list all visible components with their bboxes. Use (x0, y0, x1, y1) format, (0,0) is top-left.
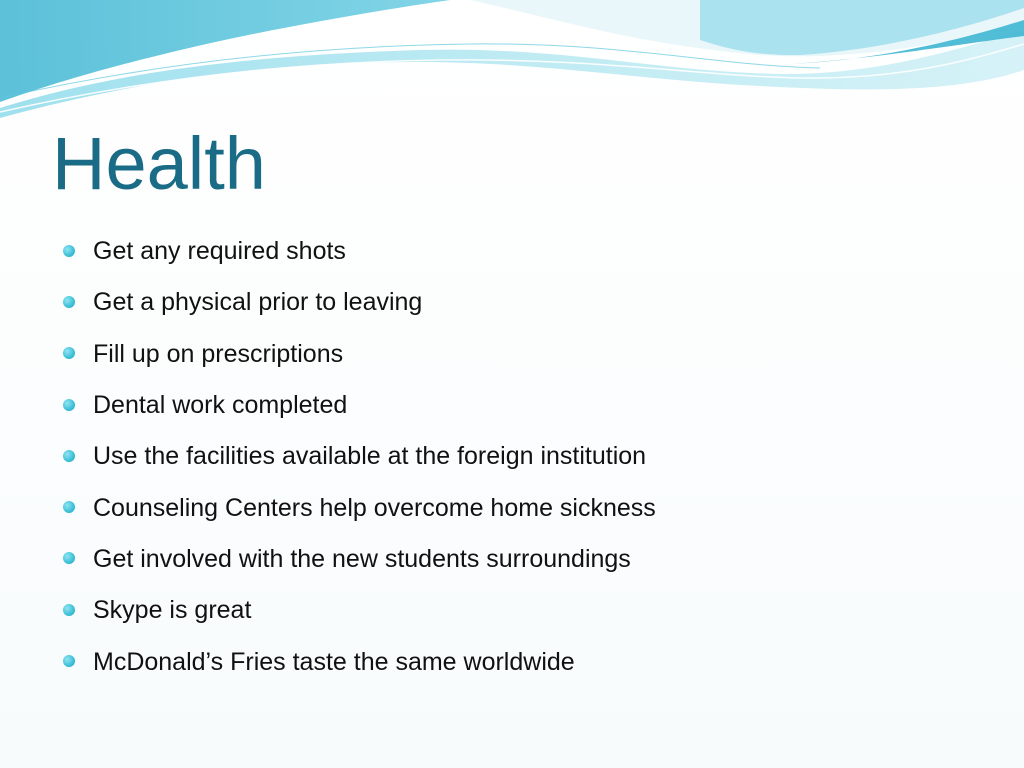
slide-title: Health (52, 122, 266, 205)
bullet-text: McDonald’s Fries taste the same worldwide (93, 647, 575, 676)
bullet-text: Get involved with the new students surroundings (93, 544, 631, 573)
bullet-dot-icon (63, 501, 75, 513)
bullet-text: Use the facilities available at the foreign institution (93, 442, 647, 471)
list-item (60, 431, 656, 482)
list-item (60, 534, 656, 585)
bullet-dot-icon (63, 552, 75, 564)
bullet-text: Get any required shots (93, 237, 346, 266)
bullet-dot-icon (63, 655, 75, 667)
bullet-list (60, 226, 656, 688)
bullet-dot-icon (63, 399, 75, 411)
bullet-dot-icon (63, 450, 75, 462)
bullet-text: Get a physical prior to leaving (93, 288, 423, 317)
bullet-text: Fill up on prescriptions (93, 339, 344, 368)
header-wave-decoration (0, 0, 1024, 130)
list-item (60, 585, 656, 636)
list-item (60, 380, 656, 431)
bullet-text: Counseling Centers help overcome home sickness (93, 493, 656, 522)
list-item (60, 482, 656, 533)
bullet-dot-icon (63, 604, 75, 616)
bullet-dot-icon (63, 245, 75, 257)
list-item (60, 277, 656, 328)
list-item (60, 636, 656, 687)
bullet-dot-icon (63, 347, 75, 359)
list-item (60, 329, 656, 380)
bullet-text: Skype is great (93, 596, 252, 625)
bullet-dot-icon (63, 296, 75, 308)
bullet-text: Dental work completed (93, 391, 348, 420)
list-item (60, 226, 656, 277)
